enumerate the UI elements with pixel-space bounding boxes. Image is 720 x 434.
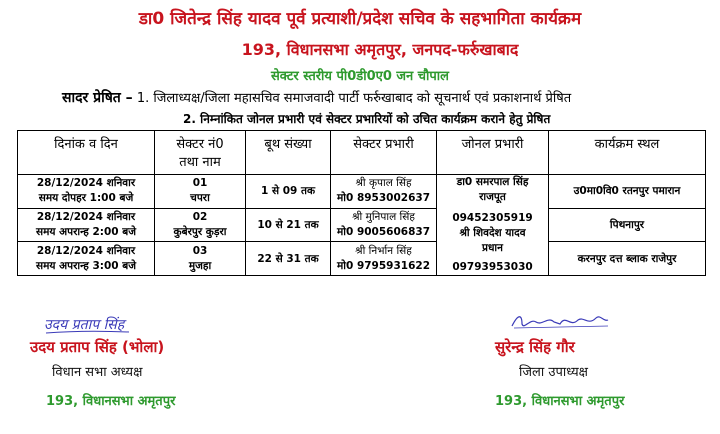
page-title: डा0 जितेन्द्र सिंह यादव पूर्व प्रत्याशी/प्रदेश सचिव के सहभागिता कार्यक्रम: [138, 9, 582, 29]
row3-date-day: 28/12/2024 शनिवार: [36, 244, 136, 257]
row3-sector: [155, 242, 246, 276]
header-booth: बूथ संख्या: [246, 131, 331, 175]
row3-sector-name: मुजहा: [188, 259, 212, 272]
row2-date-time: समय अपरान्ह 2:00 बजे: [35, 225, 137, 238]
row3-date: [18, 242, 155, 276]
row2-date-day: 28/12/2024 शनिवार: [36, 210, 136, 223]
zonal-name-1-surname: राजपूत: [479, 191, 506, 203]
row1-date-day: 28/12/2024 शनिवार: [36, 177, 136, 190]
row3-incharge: [331, 242, 437, 276]
signature-left-script: उदय प्रताप सिंह: [44, 317, 125, 333]
zonal-name-2-title: प्रधान: [482, 242, 503, 254]
forward-item-1: 1. जिलाध्यक्ष/जिला महासचिव समाजवादी पार्टी फर्रुखाबाद को सूचनार्थ एवं प्रकाशनार्थ प्रेषित: [136, 91, 572, 106]
forward-line-1: [62, 88, 571, 107]
header-sector-line1: सेक्टर नं0: [176, 137, 224, 152]
right-signatory-post: जिला उपाध्यक्ष: [519, 365, 588, 380]
header-date: दिनांक व दिन: [18, 131, 155, 175]
row3-incharge-mobile: मो0 9795931622: [336, 259, 431, 272]
zonal-incharge: [437, 175, 549, 276]
row3-booth: 22 से 31 तक: [246, 242, 331, 276]
row1-date-time: समय दोपहर 1:00 बजे: [38, 192, 134, 205]
row2-date: [18, 208, 155, 242]
row1-booth: 1 से 09 तक: [246, 175, 331, 209]
forward-item-2: 2. निम्नांकित जोनल प्रभारी एवं सेक्टर प्रभारियों को उचित कार्यक्रम कराने हेतु प्रेषित: [183, 112, 551, 126]
row1-venue: उ0मा0वि0 रतनपुर पमारान: [549, 175, 706, 209]
row3-date-time: समय अपरान्ह 3:00 बजे: [35, 259, 137, 272]
row1-incharge: [331, 175, 437, 209]
header-incharge: सेक्टर प्रभारी: [331, 131, 437, 175]
row3-venue: करनपुर दत्त ब्लाक राजेपुर: [549, 242, 706, 276]
zonal-name-2: श्री शिवदेश यादव: [459, 227, 526, 239]
schedule-table: [17, 130, 706, 276]
header-sector-line2: तथा नाम: [179, 155, 221, 170]
left-signatory-post: विधान सभा अध्यक्ष: [52, 365, 143, 380]
table-row: [18, 242, 706, 276]
constituency-subtitle: 193, विधानसभा अमृतपुर, जनपद-फर्रुखाबाद: [241, 40, 519, 59]
row2-incharge-name: श्री मुनिपाल सिंह: [352, 210, 415, 223]
header-venue: कार्यक्रम स्थल: [549, 131, 706, 175]
signature-left: [44, 311, 174, 337]
row2-venue: पिथनापुर: [549, 208, 706, 242]
table-row: [18, 175, 706, 209]
table-header-row: [18, 131, 706, 175]
left-signatory-name: उदय प्रताप सिंह (भोला): [30, 338, 165, 356]
header-sector: [155, 131, 246, 175]
zonal-name-1: डा0 समरपाल सिंह: [456, 176, 529, 188]
row1-sector-no: 01: [192, 177, 208, 190]
row1-sector-name: चपरा: [190, 192, 210, 205]
row3-incharge-name: श्री निर्भान सिंह: [355, 244, 412, 257]
row3-sector-no: 03: [192, 244, 208, 257]
row2-sector-name: कुबेरपुर कुड़रा: [173, 225, 227, 238]
row2-booth: 10 से 21 तक: [246, 208, 331, 242]
signature-right: [508, 310, 618, 336]
row2-sector: [155, 208, 246, 242]
right-signatory-name: सुरेन्द्र सिंह गौर: [495, 338, 575, 356]
forward-label: सादर प्रेषित –: [62, 90, 133, 106]
row2-incharge-mobile: मो0 9005606837: [336, 225, 431, 238]
row1-date: [18, 175, 155, 209]
row1-incharge-name: श्री कृपाल सिंह: [355, 177, 412, 190]
left-signatory-place: 193, विधानसभा अमृतपुर: [46, 394, 176, 409]
header-zonal: जोनल प्रभारी: [437, 131, 549, 175]
right-signatory-place: 193, विधानसभा अमृतपुर: [495, 394, 625, 409]
row1-sector: [155, 175, 246, 209]
zonal-mobile-1: 09452305919: [452, 212, 533, 224]
event-name: सेक्टर स्तरीय पी0डी0ए0 जन चौपाल: [271, 69, 449, 84]
table-row: [18, 208, 706, 242]
row2-incharge: [331, 208, 437, 242]
zonal-mobile-2: 09793953030: [452, 261, 533, 273]
row1-incharge-mobile: मो0 8953002637: [336, 192, 431, 205]
row2-sector-no: 02: [192, 210, 208, 223]
